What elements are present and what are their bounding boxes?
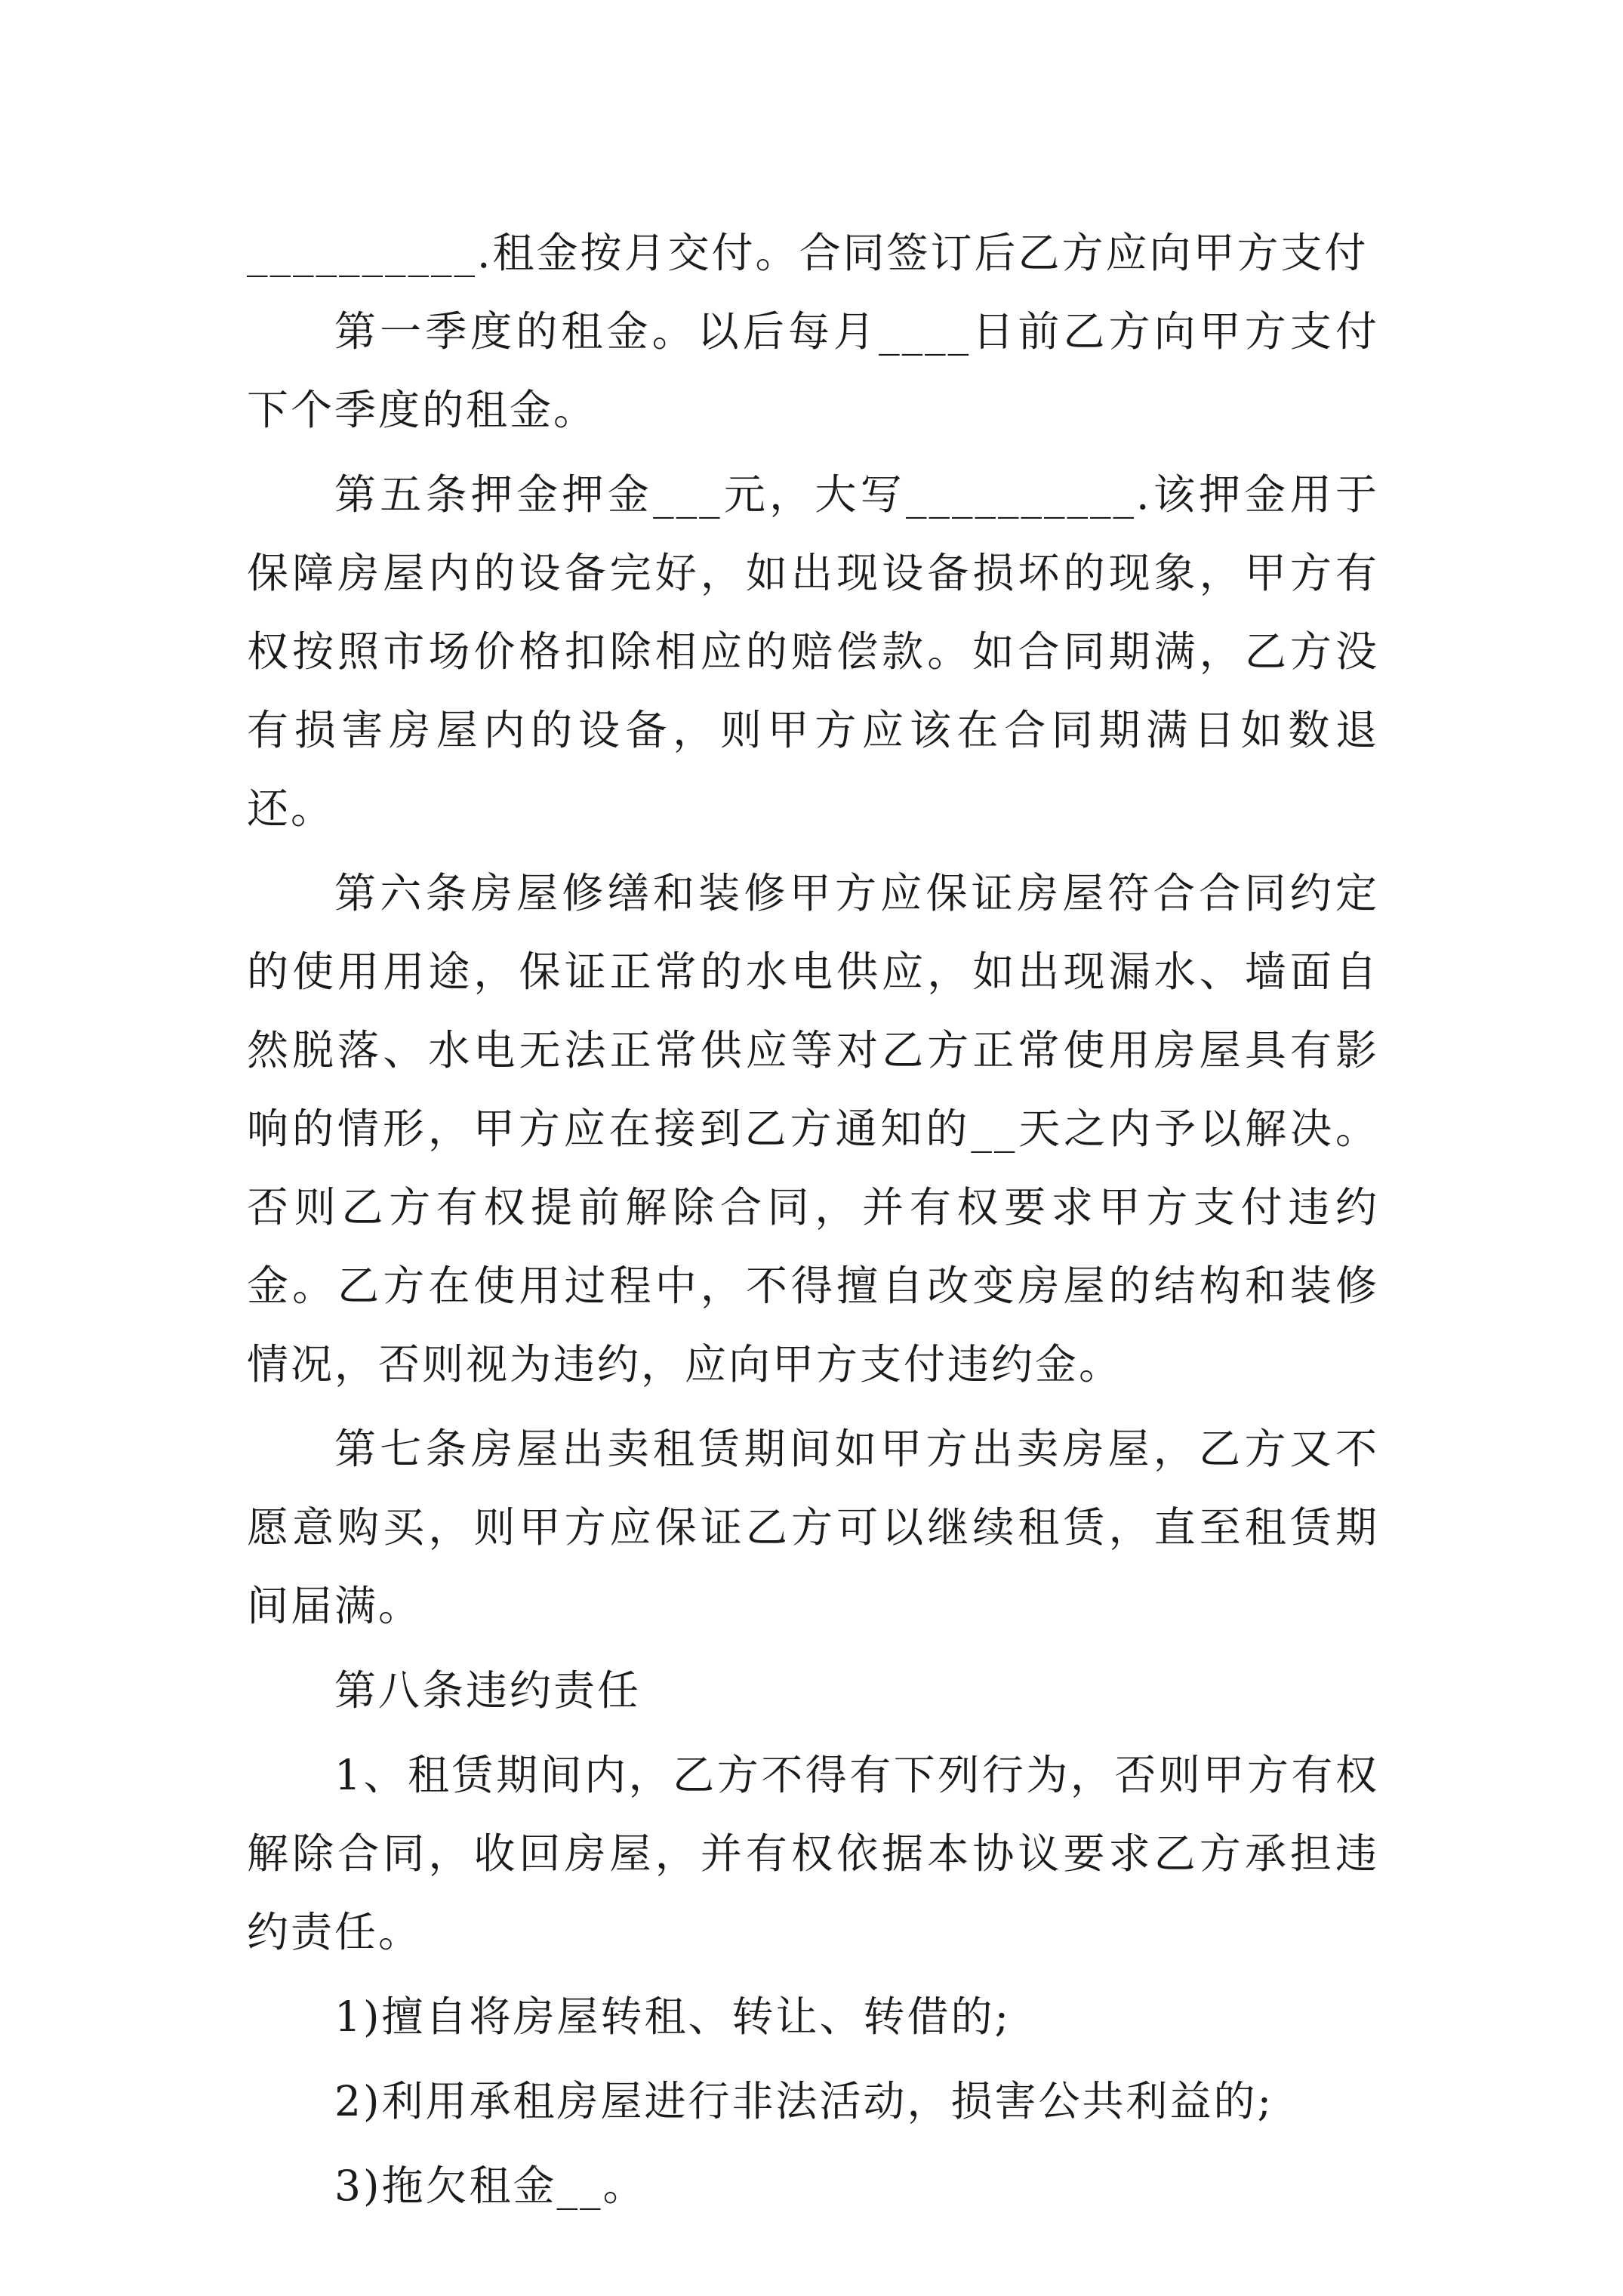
paragraph-quarterly-rent: 第一季度的租金。以后每月____日前乙方向甲方支付下个季度的租金。 [247,307,1379,434]
paragraph-breach-clause-1: 1、租赁期间内，乙方不得有下列行为，否则甲方有权解除合同，收回房屋，并有权依据本协议要求乙方承担违约责任。 [247,1751,1379,1956]
paragraph-rent-payment-line: __________.租金按月交付。合同签订后乙方应向甲方支付 [247,229,1369,277]
paragraph-article-5-deposit: 第五条押金押金___元，大写__________.该押金用于保障房屋内的设备完好，如出现设备损坏的现象，甲方有权按照市场价格扣除相应的赔偿款。如合同期满，乙方没有损害房屋内的设备，则甲方应该在合同期满日如数退还。 [247,470,1379,833]
document-body [247,214,1379,2225]
paragraph-article-6-repair: 第六条房屋修缮和装修甲方应保证房屋符合合同约定的使用用途，保证正常的水电供应，如出现漏水、墙面自然脱落、水电无法正常供应等对乙方正常使用房屋具有影响的情形，甲方应在接到乙方通知的__天之内予以解决。否则乙方有权提前解除合同，并有权要求甲方支付违约金。乙方在使用过程中，不得擅自改变房屋的结构和装修情况，否则视为违约，应向甲方支付违约金。 [247,869,1379,1388]
paragraph-article-7-sale: 第七条房屋出卖租赁期间如甲方出卖房屋，乙方又不愿意购买，则甲方应保证乙方可以继续租赁，直至租赁期间届满。 [247,1425,1379,1630]
list-item-sublet: 1)擅自将房屋转租、转让、转借的; [334,1992,1011,2041]
list-item-rent-arrears: 3)拖欠租金__。 [334,2162,647,2210]
paragraph-article-8-heading: 第八条违约责任 [334,1666,642,1715]
list-item-illegal-activity: 2)利用承租房屋进行非法活动，损害公共利益的; [334,2077,1273,2125]
